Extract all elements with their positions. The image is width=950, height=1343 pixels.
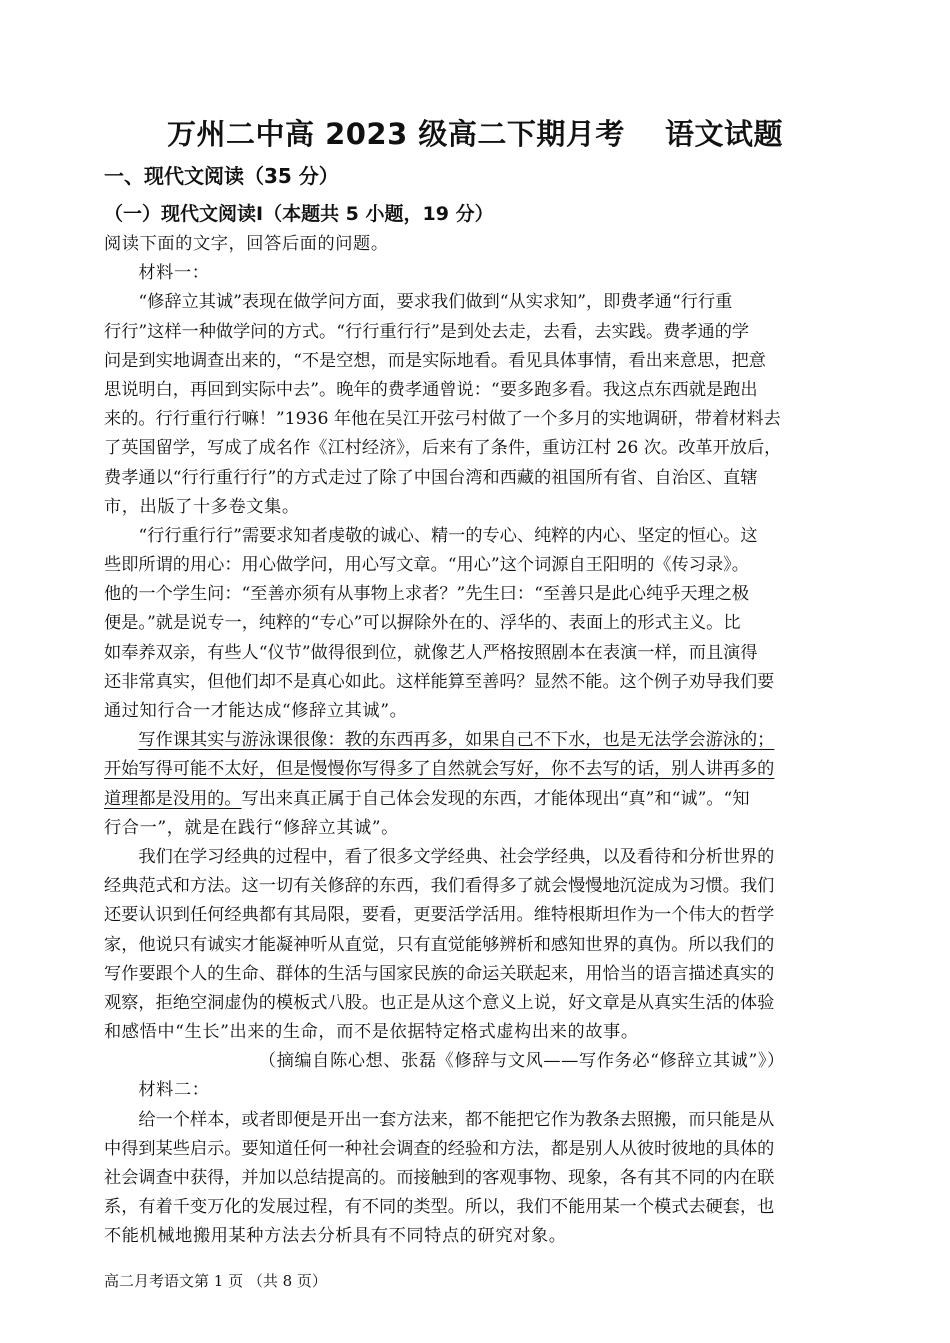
text-line xyxy=(104,405,852,434)
line-text: 还要认识到任何经典都有其局限，要看，更要活学活用。维特根斯坦作为一个伟大的哲学 xyxy=(104,905,775,926)
text-line xyxy=(104,464,852,493)
line-text: 阅读下面的文字，回答后面的问题。 xyxy=(104,234,389,254)
line-text: 些即所谓的用心：用心做学问，用心写文章。“用心”这个词源自王阳明的《传习录》。 xyxy=(104,555,749,576)
line-text: 市，出版了十多卷文集。 xyxy=(104,496,300,517)
text-line xyxy=(104,609,852,638)
line-text: 观察，拒绝空洞虚伪的模板式八股。也正是从这个意义上说，好文章是从真实生活的体验 xyxy=(104,992,775,1013)
text-line xyxy=(104,901,852,930)
line-text: 还非常真实，但他们却不是真心如此。这样能算至善吗？显然不能。这个例子劝导我们要 xyxy=(104,671,775,692)
line-text: 了英国留学，写成了成名作《江村经济》，后来有了条件，重访江村 26 次。改革开放后， xyxy=(104,438,782,459)
line-text: 写出来真正属于自己体会发现的东西，才能体现出“真”和“诚”。“知 xyxy=(241,788,750,809)
text-line xyxy=(104,1018,852,1047)
text-line xyxy=(104,785,852,814)
line-text: 如奉养双亲，有些人“仪节”做得很到位，就像艺人严格按照剧本在表演一样，而且演得 xyxy=(104,642,758,663)
line-text: 社会调查中获得，并加以总结提高的。而接触到的客观事物、现象，各有其不同的内在联 xyxy=(104,1168,775,1188)
line-text: 思说明白，再回到实际中去”。晚年的费孝通曾说：“要多跑多看。我这点东西就是跑出 xyxy=(104,379,758,400)
text-line xyxy=(104,814,852,843)
text-line xyxy=(104,755,852,784)
text-line xyxy=(104,1135,852,1164)
line-text: 家，他说只有诚实才能凝神听从直觉，只有直觉能够辨析和感知世界的真伪。所以我们的 xyxy=(104,934,775,955)
line-text: 费孝通以“行行重行行”的方式走过了除了中国台湾和西藏的祖国所有省、自治区、直辖 xyxy=(104,467,758,488)
reading-passage xyxy=(104,230,852,1252)
line-text: 材料二： xyxy=(138,1080,210,1101)
line-text: 材料一： xyxy=(138,263,210,284)
underlined-text: 写作课其实与游泳课很像：教的东西再多，如果自己不下水，也是无法学会游泳的； xyxy=(138,730,775,751)
text-line xyxy=(104,434,852,463)
page-title: 万州二中高 2023 级高二下期月考 语文试题 xyxy=(166,117,783,151)
underlined-text: 道理都是没用的。 xyxy=(104,788,242,809)
text-line xyxy=(104,376,852,405)
line-text: “行行重行行”需要求知者虔敬的诚心、精一的专心、纯粹的内心、坚定的恒心。这 xyxy=(138,525,758,546)
line-text: 来的。行行重行行嘛！”1936 年他在吴江开弦弓村做了一个多月的实地调研，带着材料去 xyxy=(104,409,781,430)
text-line xyxy=(104,872,852,901)
underlined-text: 开始写得可能不太好，但是慢慢你写得多了自然就会写好，你不去写的话，别人讲再多的 xyxy=(104,759,775,780)
text-line xyxy=(104,1222,852,1251)
line-text: 行行”这样一种做学问的方式。“行行重行行”是到处去走，去看，去实践。费孝通的学 xyxy=(104,321,750,342)
page-footer: 高二月考语文第 1 页 （共 8 页） xyxy=(104,1272,327,1290)
line-text: 中得到某些启示。要知道任何一种社会调查的经验和方法，都是别人从彼时彼地的具体的 xyxy=(104,1138,775,1159)
line-text: 经典范式和方法。这一切有关修辞的东西，我们看得多了就会慢慢地沉淀成为习惯。我们 xyxy=(104,876,775,897)
text-line xyxy=(104,522,852,551)
text-line xyxy=(104,697,852,726)
line-text: 我们在学习经典的过程中，看了很多文学经典、社会学经典，以及看待和分析世界的 xyxy=(138,846,775,867)
text-line xyxy=(104,931,852,960)
line-text: 给一个样本，或者即便是开出一套方法来，都不能把它作为教条去照搬，而只能是从 xyxy=(138,1109,775,1130)
text-line xyxy=(104,1076,852,1105)
text-line xyxy=(104,1164,852,1193)
text-line xyxy=(104,1047,852,1076)
line-text: 通过知行合一才能达成“修辞立其诚”。 xyxy=(104,701,408,721)
text-line xyxy=(104,726,852,755)
line-text: 系，有着千变万化的发展过程，有不同的类型。所以，我们不能用某一个模式去硬套，也 xyxy=(104,1197,775,1218)
line-text: （摘编自陈心想、张磊《修辞与文风——写作务必“修辞立其诚”》） xyxy=(258,1051,785,1072)
line-text: 行合一”，就是在践行“修辞立其诚”。 xyxy=(104,817,399,838)
section-heading: 一、现代文阅读（35 分） xyxy=(104,164,339,188)
text-line xyxy=(104,1106,852,1135)
text-line xyxy=(104,1193,852,1222)
line-text: 他的一个学生问：“至善亦须有从事物上求者？”先生曰：“至善只是此心纯乎天理之极 xyxy=(104,584,750,605)
text-line xyxy=(104,493,852,522)
text-line xyxy=(104,288,852,317)
text-line xyxy=(104,989,852,1018)
text-line xyxy=(104,318,852,347)
line-text: 和感悟中“生长”出来的生命，而不是依据特定格式虚构出来的故事。 xyxy=(104,1022,639,1043)
line-text: “修辞立其诚”表现在做学问方面，要求我们做到“从实求知”，即费孝通“行行重 xyxy=(138,292,733,313)
text-line xyxy=(104,580,852,609)
text-line xyxy=(104,668,852,697)
line-text: 不能机械地搬用某种方法去分析具有不同特点的研究对象。 xyxy=(104,1226,567,1247)
text-line xyxy=(104,347,852,376)
text-line xyxy=(104,230,852,259)
text-line xyxy=(104,639,852,668)
line-text: 问是到实地调查出来的，“不是空想，而是实际地看。看见具体事情，看出来意思，把意 xyxy=(104,350,766,371)
text-line xyxy=(104,551,852,580)
text-line xyxy=(104,960,852,989)
text-line xyxy=(104,843,852,872)
text-line xyxy=(104,259,852,288)
line-text: 便是。”就是说专一，纯粹的“专心”可以摒除外在的、浮华的、表面上的形式主义。比 xyxy=(104,613,741,634)
subsection-heading: （一）现代文阅读Ⅰ（本题共 5 小题，19 分） xyxy=(104,203,494,225)
line-text: 写作要跟个人的生命、群体的生活与国家民族的命运关联起来，用恰当的语言描述真实的 xyxy=(104,963,775,984)
